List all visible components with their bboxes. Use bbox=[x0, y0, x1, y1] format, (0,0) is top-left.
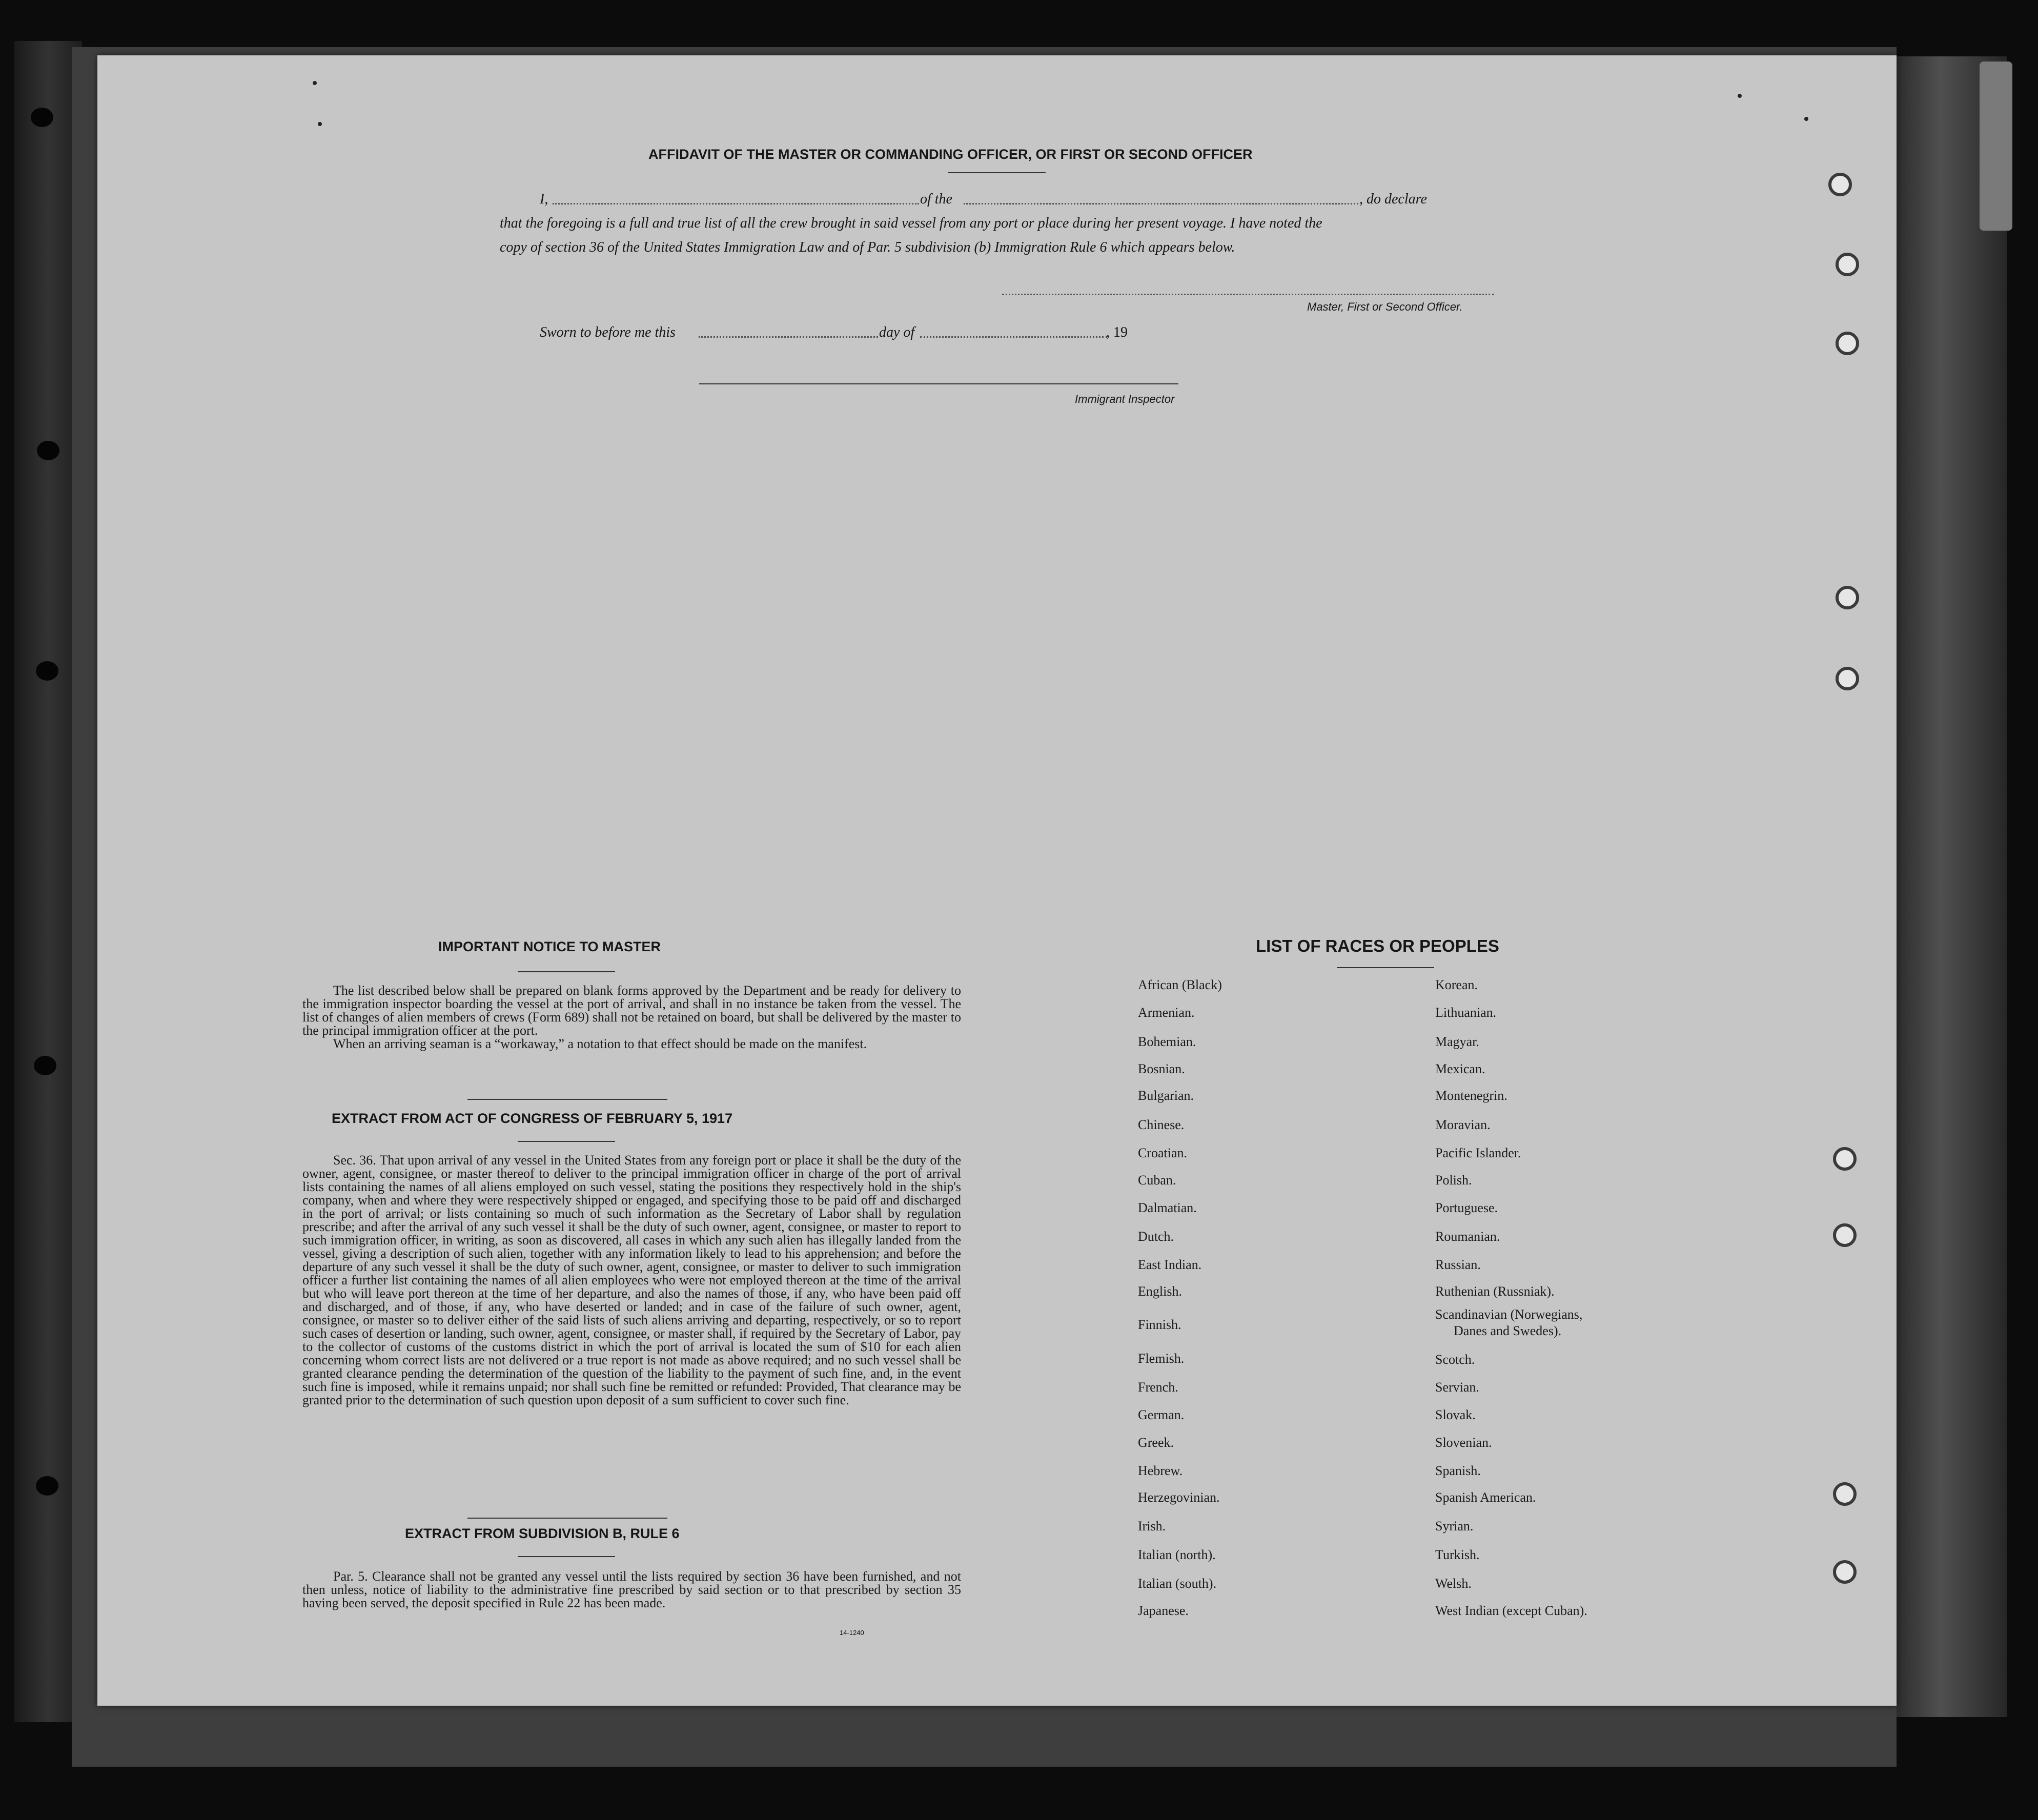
race-item: Scotch. bbox=[1435, 1352, 1475, 1367]
binding-hole bbox=[36, 661, 58, 681]
race-item: Welsh. bbox=[1435, 1576, 1472, 1591]
race-item: Servian. bbox=[1435, 1380, 1479, 1395]
race-item: Hebrew. bbox=[1138, 1463, 1183, 1478]
section-divider bbox=[467, 1518, 667, 1519]
race-item: German. bbox=[1138, 1407, 1185, 1422]
notice-paragraph-1: The list described below shall be prepared on blank forms approved by the Department and be ready for delivery to the immigration inspector boarding the vessel at the port of arrival, and shall in no instance be taken from the vessel. The list of changes of alien members of crews (Form 689) shall not be retained on board, but shall be delivered by the master to the principal immigration officer at the port. bbox=[302, 983, 961, 1038]
race-item: Lithuanian. bbox=[1435, 1005, 1497, 1020]
race-item: Slovenian. bbox=[1435, 1435, 1492, 1450]
race-item: Spanish. bbox=[1435, 1463, 1481, 1478]
notice-body bbox=[302, 984, 961, 1051]
extract-act-title: EXTRACT FROM ACT OF CONGRESS OF FEBRUARY 5, 1917 bbox=[332, 1111, 733, 1126]
par-5-text: Par. 5. Clearance shall not be granted any vessel until the lists required by section 36 have been furnished, and not then unless, notice of liability to the administrative fine prescribed by said section or to that prescribed by section 35 having been served, the deposit specified in Rule 22 has been made. bbox=[302, 1569, 961, 1610]
binding-hole bbox=[31, 108, 53, 127]
race-item: Roumanian. bbox=[1435, 1229, 1500, 1244]
race-item: Magyar. bbox=[1435, 1034, 1479, 1049]
race-item: Polish. bbox=[1435, 1173, 1472, 1188]
punch-hole bbox=[1833, 1223, 1857, 1247]
document-page bbox=[97, 55, 1897, 1706]
form-number: 14-1240 bbox=[840, 1629, 864, 1637]
race-item: Cuban. bbox=[1138, 1173, 1176, 1188]
race-item: Greek. bbox=[1138, 1435, 1174, 1450]
notice-underline bbox=[518, 971, 615, 972]
punch-hole bbox=[1836, 667, 1859, 690]
race-item: Portuguese. bbox=[1435, 1200, 1498, 1215]
race-item: African (Black) bbox=[1138, 977, 1222, 992]
extract-rule-body bbox=[302, 1570, 961, 1610]
race-item: Scandinavian (Norwegians, bbox=[1435, 1307, 1583, 1322]
speck bbox=[1738, 94, 1742, 98]
race-item: Dutch. bbox=[1138, 1229, 1174, 1244]
speck bbox=[313, 81, 317, 85]
race-item: Korean. bbox=[1435, 977, 1478, 992]
race-item: Mexican. bbox=[1435, 1061, 1485, 1076]
notice-paragraph-2: When an arriving seaman is a “workaway,” a notation to that effect should be made on the manifest. bbox=[333, 1036, 867, 1051]
race-item: Italian (north). bbox=[1138, 1547, 1216, 1562]
punch-hole bbox=[1833, 1560, 1857, 1584]
affidavit-i-label: I, bbox=[540, 191, 548, 207]
race-item: Bulgarian. bbox=[1138, 1088, 1194, 1103]
punch-hole bbox=[1833, 1147, 1857, 1171]
race-item: Pacific Islander. bbox=[1435, 1146, 1521, 1160]
race-item: Finnish. bbox=[1138, 1317, 1181, 1332]
affidavit-line-3: copy of section 36 of the United States Immigration Law and of Par. 5 subdivision (b) Immigration Rule 6 which appears below. bbox=[500, 239, 1235, 255]
affidavit-of-the-label: of the bbox=[920, 191, 952, 207]
extract-rule-title: EXTRACT FROM SUBDIVISION B, RULE 6 bbox=[405, 1526, 680, 1541]
race-item: Montenegrin. bbox=[1435, 1088, 1507, 1103]
race-item: Japanese. bbox=[1138, 1603, 1189, 1618]
punch-hole bbox=[1836, 253, 1859, 276]
sworn-month-blank[interactable] bbox=[920, 336, 1107, 338]
vessel-blank[interactable] bbox=[964, 203, 1358, 205]
race-item: Moravian. bbox=[1435, 1117, 1491, 1132]
section-divider bbox=[467, 1099, 667, 1100]
section-36-text: Sec. 36. That upon arrival of any vessel in the United States from any foreign port or place it shall be the duty of the owner, agent, consignee, or master thereof to deliver to the principal immigration officer in charge of the port of arrival lists containing the names of all aliens employed on such vessel, stating the positions they respectively hold in the ship's company, when and where they were respectively shipped or engaged, and specifying those to be paid off and discharged in the port of arrival; or lists containing so much of such information as the Secretary of Labor shall by regulation prescribe; and after the arrival of any such vessel it shall be the duty of such owner, agent, consignee, or master to report to such immigration officer, in writing, as soon as discovered, all cases in which any such alien has illegally landed from the vessel, giving a description of such alien, together with any information likely to lead to his apprehension; and before the departure of any such vessel it shall be the duty of such owner, agent, consignee, or master to deliver to such immigration officer a further list containing the names of all alien employees who were not employed thereon at the time of the arrival but who will leave port thereon at the time of her departure, and also the names of those, if any, who have been paid off and discharged, and of those, if any, who have deserted or landed; and in case of the failure of such owner, agent, consignee, or master so to deliver either of the said lists of such aliens arriving and departing, respectively, or so to report such cases of desertion or landing, such owner, agent, consignee, or master shall, if required by the Secretary of Labor, pay to the collector of customs of the customs district in which the port of arrival is located the sum of $10 for each alien concerning whom correct lists are not delivered or a true report is not made as above required; and no such vessel shall be granted clearance pending the determination of the question of the liability to the payment of such fine, and, in the event such fine is imposed, while it remains unpaid; nor shall such fine be remitted or refunded: Provided, That clearance may be granted prior to the determination of such question upon deposit of a sum sufficient to cover such fine. bbox=[302, 1153, 961, 1407]
punch-hole bbox=[1828, 173, 1852, 196]
binding-hole bbox=[34, 1056, 56, 1075]
extract-rule-underline bbox=[518, 1556, 615, 1557]
race-item: Chinese. bbox=[1138, 1117, 1185, 1132]
race-item: Bosnian. bbox=[1138, 1061, 1185, 1076]
race-item: Syrian. bbox=[1435, 1519, 1474, 1533]
inspector-signature-line[interactable] bbox=[699, 383, 1178, 384]
race-item: East Indian. bbox=[1138, 1257, 1202, 1272]
extract-act-underline bbox=[518, 1141, 615, 1142]
name-blank[interactable] bbox=[553, 203, 919, 205]
race-item: English. bbox=[1138, 1284, 1182, 1299]
signature-caption: Master, First or Second Officer. bbox=[1307, 300, 1463, 313]
race-item: Herzegovinian. bbox=[1138, 1490, 1220, 1505]
extract-act-body bbox=[302, 1154, 961, 1407]
day-of-label: day of bbox=[879, 324, 915, 340]
speck bbox=[1804, 117, 1808, 121]
affidavit-line-2: that the foregoing is a full and true list of all the crew brought in said vessel from any port or place during her present voyage. I have noted the bbox=[500, 215, 1322, 231]
races-underline bbox=[1337, 967, 1434, 968]
punch-hole bbox=[1833, 1482, 1857, 1506]
notice-title: IMPORTANT NOTICE TO MASTER bbox=[438, 939, 661, 954]
punch-hole bbox=[1836, 586, 1859, 609]
inspector-caption: Immigrant Inspector bbox=[1075, 393, 1175, 405]
race-item: French. bbox=[1138, 1380, 1178, 1395]
sworn-label: Sworn to before me this bbox=[540, 324, 676, 340]
race-item: Spanish American. bbox=[1435, 1490, 1536, 1505]
race-item: Bohemian. bbox=[1138, 1034, 1196, 1049]
affidavit-title: AFFIDAVIT OF THE MASTER OR COMMANDING OFFICER, OR FIRST OR SECOND OFFICER bbox=[648, 147, 1253, 162]
race-item: West Indian (except Cuban). bbox=[1435, 1603, 1587, 1618]
speck bbox=[318, 122, 322, 126]
master-signature-line[interactable] bbox=[1002, 294, 1494, 295]
race-item: Ruthenian (Russniak). bbox=[1435, 1284, 1555, 1299]
adjacent-page-edge bbox=[1897, 56, 2007, 1717]
race-item: Turkish. bbox=[1435, 1547, 1480, 1562]
race-item: Danes and Swedes). bbox=[1454, 1323, 1562, 1338]
sworn-day-blank[interactable] bbox=[699, 336, 878, 338]
race-item: Irish. bbox=[1138, 1519, 1166, 1533]
edge-stamp bbox=[1980, 62, 2012, 231]
race-item: Dalmatian. bbox=[1138, 1200, 1197, 1215]
race-item: Italian (south). bbox=[1138, 1576, 1217, 1591]
affidavit-do-declare: , do declare bbox=[1359, 191, 1427, 207]
race-item: Slovak. bbox=[1435, 1407, 1476, 1422]
race-item: Armenian. bbox=[1138, 1005, 1195, 1020]
binding-hole bbox=[37, 441, 59, 460]
race-item: Russian. bbox=[1435, 1257, 1481, 1272]
title-underline bbox=[948, 172, 1046, 173]
races-title: LIST OF RACES OR PEOPLES bbox=[1256, 936, 1499, 955]
year-label: , 19 bbox=[1106, 324, 1128, 340]
race-item: Croatian. bbox=[1138, 1146, 1188, 1160]
punch-hole bbox=[1836, 332, 1859, 355]
binding-hole bbox=[36, 1476, 58, 1496]
race-item: Flemish. bbox=[1138, 1351, 1185, 1366]
